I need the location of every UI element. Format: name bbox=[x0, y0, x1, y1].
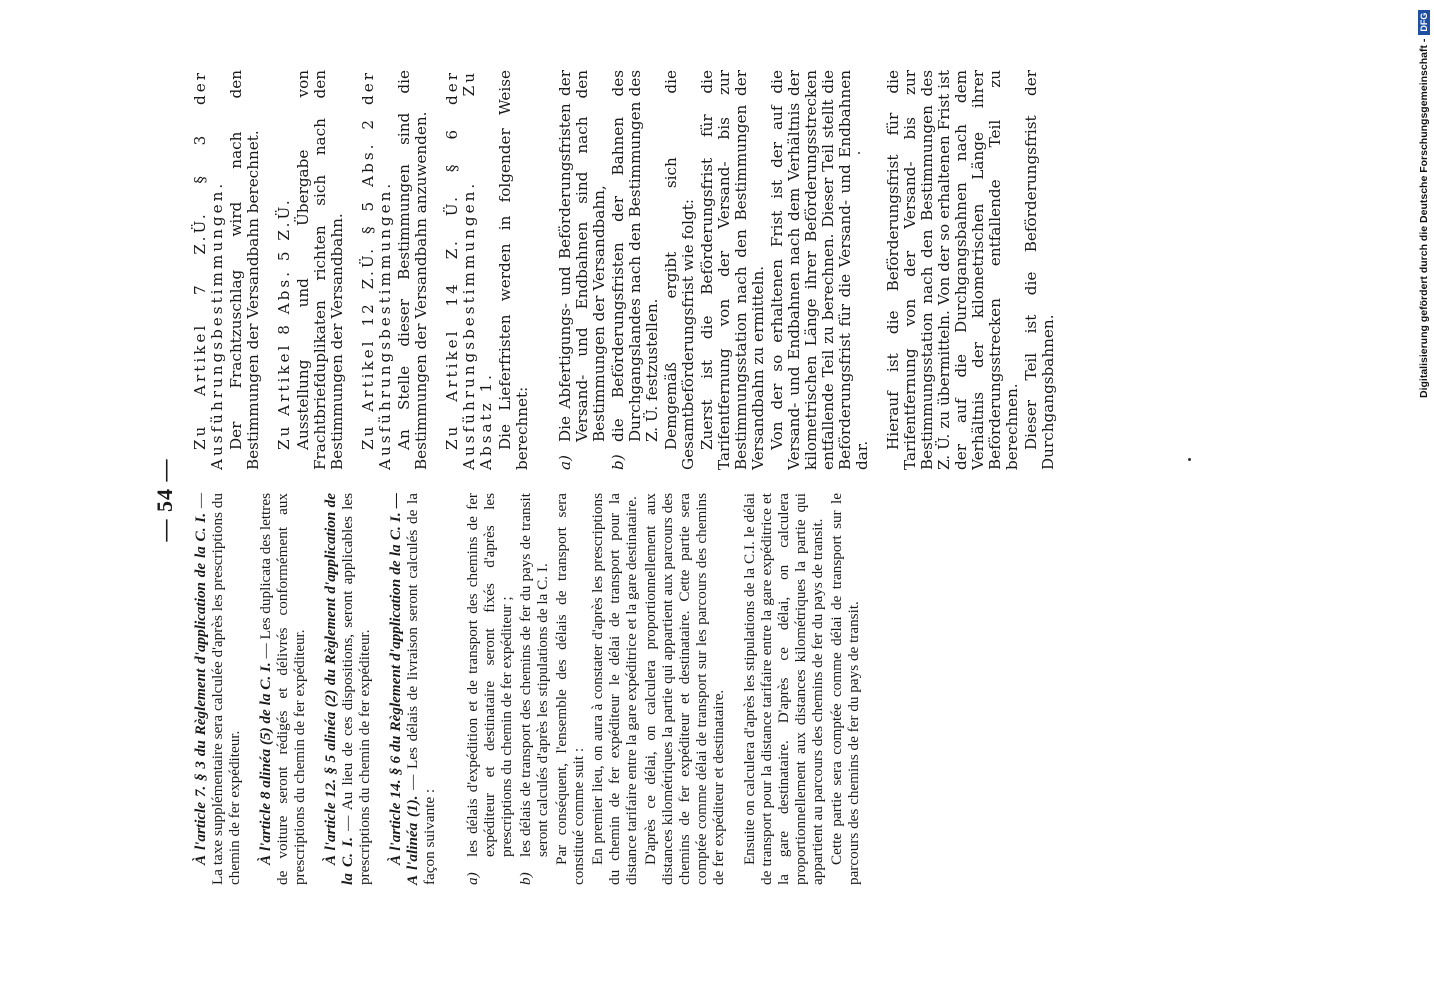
de-paragraph-7: Von der so erhaltenen Frist ist der auf die Versand- und Endbahnen nach dem Verhältnis der kilometrischen Länge ihrer Beförderungsstrecken entfallende Teil zu berechnen. Dieser Teil stellt die Beförderungsfrist für die Versand- und Endbahnen dar. bbox=[768, 70, 871, 470]
fr-list-text-b: les délais de transport des chemins de fer du pays de transit seront calculés d'après les stipulations de la C. I. bbox=[517, 493, 551, 857]
de-paragraph-article-14 bbox=[444, 70, 495, 470]
de-paragraph-8: Hierauf ist die Beförderungsfrist für die Tarifentfernung von der Versand- bis zur Bestimmungsstation nach den Bestimmungen des Z. Ü. zu übermitteln. Von der so erhaltenen Frist ist der auf die Durchgangsbahnen nach dem Verhältnis der kilometrischen Länge ihrer Beförderungsstrecken entfallende Teil zu berechnen. bbox=[884, 70, 1021, 470]
de-article-7-text: Der Frachtzuschlag wird nach den Bestimmungen der Versandbahn berechnet. bbox=[227, 70, 262, 470]
de-list-text-a: Die Abfertigungs- und Beförderungsfristen der Versand- und Endbahnen sind nach den Bestimmungen der Versandbahn, bbox=[556, 70, 608, 442]
fr-paragraph-6: En premier lieu, on aura à constater d'après les prescriptions du chemin de fer expéditeur le délai de transport pour la distance tarifaire entre la gare expéditrice et la gare destinataire. bbox=[589, 493, 640, 885]
scan-speck bbox=[858, 152, 860, 154]
fr-article-14-text: — Les délais de livraison seront calculés de la façon suivante : bbox=[404, 493, 438, 885]
fr-paragraph-5: Par conséquent, l'ensemble des délais de transport sera constitué comme suit : bbox=[553, 493, 587, 885]
de-paragraph-article-7 bbox=[192, 70, 226, 470]
fr-paragraph-article-12 bbox=[322, 493, 373, 885]
list-item bbox=[464, 493, 515, 885]
credit-text: Digitalisierung gefördert durch die Deutsche Forschungsgemeinschaft - bbox=[1418, 38, 1430, 398]
de-paragraph-article-8 bbox=[276, 70, 293, 470]
de-paragraph-9: Dieser Teil ist die Beförderungsfrist der Durchgangsbahnen. bbox=[1022, 70, 1057, 470]
de-article-14-heading: Zu Artikel 14 Z. Ü. § 6 der Ausführungsbestimmungen. Zu Absatz 1. bbox=[443, 70, 495, 470]
fr-paragraph-article-7 bbox=[192, 493, 243, 885]
de-paragraph-article-12 bbox=[360, 70, 394, 470]
de-list bbox=[557, 70, 661, 470]
list-item bbox=[557, 70, 608, 470]
fr-article-12-text: — Au lieu de ces dispositions, seront applicables les prescriptions du chemin de fer expéditeur. bbox=[339, 492, 373, 885]
de-list-text-b: die Beförderungsfristen der Bahnen des Durchgangslandes nach den Bestimmungen des Z. Ü. festzustellen. bbox=[609, 70, 661, 442]
list-item bbox=[610, 70, 661, 470]
fr-article-8-heading: À l'article 8 alinéa (5) de la C. I. bbox=[257, 662, 274, 865]
fr-paragraph-article-14 bbox=[387, 493, 438, 885]
fr-paragraph-8: Ensuite on calculera d'après les stipulations de la C.I. le délai de transport pour la distance tarifaire entre la gare expéditrice et la gare destinataire. D'après ce délai, on calculera proportionnellement aux distances kilométriques la partie qui appartient au parcours des chemins de fer du pays de transit. bbox=[741, 493, 826, 885]
de-paragraph-6: Zuerst ist die Beförderungsfrist für die Tarifentfernung von der Versand- bis zur Bestimmungsstation nach den Bestimmungen der Versandbahn zu ermitteln. bbox=[698, 70, 767, 470]
de-list-mark-a: a) bbox=[556, 455, 574, 470]
page-number: — 54 — bbox=[152, 458, 177, 542]
fr-article-14-heading: À l'article 14. § 6 du Règlement d'application de la C. I. — A l'alinéa (1). bbox=[387, 493, 421, 885]
fr-list-mark-a: a) bbox=[464, 872, 481, 885]
french-column bbox=[192, 493, 876, 885]
de-list-mark-b: b) bbox=[609, 454, 627, 470]
de-article-14-text: Die Lieferfristen werden in folgender Weise berechnet: bbox=[496, 70, 531, 470]
fr-article-12-heading: À l'article 12. § 5 alinéa (2) du Règlement d'application de la C. I. bbox=[322, 493, 356, 885]
de-article-7-heading: Zu Artikel 7 Z.Ü. § 3 der Ausführungsbestimmungen. bbox=[191, 70, 226, 470]
fr-article-8-text: — Les duplicata des lettres de voiture seront rédigés et délivrés conformément aux prescriptions du chemin de fer expéditeur. bbox=[257, 493, 308, 885]
de-paragraph-5: Demgemäß ergibt sich die Gesamtbeförderungsfrist wie folgt: bbox=[662, 70, 697, 470]
scan-speck bbox=[1188, 458, 1191, 461]
digitization-credit bbox=[1408, 0, 1434, 400]
de-article-12-text: An Stelle dieser Bestimmungen sind die Bestimmungen der Versandbahn anzuwenden. bbox=[395, 70, 430, 470]
list-item bbox=[517, 493, 551, 885]
fr-list-text-a: les délais d'expédition et de transport des chemins de fer expéditeur et destinataire seront fixés d'après les prescriptions du chemin de fer expéditeur ; bbox=[464, 493, 515, 857]
de-article-8-text: Ausstellung und Übergabe von Frachtbriefduplikaten richten sich nach den Bestimmungen der Versandbahn. bbox=[294, 70, 346, 470]
dfg-logo-icon: DFG bbox=[1418, 10, 1430, 35]
fr-article-7-heading: À l'article 7. § 3 du Règlement d'application de la C. I. bbox=[192, 512, 209, 865]
de-article-12-heading: Zu Artikel 12 Z.Ü. § 5 Abs. 2 der Ausführungsbestimmungen. bbox=[359, 70, 394, 470]
fr-paragraph-7: D'après ce délai, on calculera proportionnellement aux distances kilométriques la partie qui appartient aux parcours des chemins de fer expéditeur et destinataire. Cette partie sera comptée comme délai de transport sur les parcours des chemins de fer expéditeur et destinataire. bbox=[642, 493, 727, 885]
fr-list bbox=[464, 493, 551, 885]
credit-strip bbox=[1410, 0, 1434, 398]
de-article-8-heading: Zu Artikel 8 Abs. 5 Z.Ü. bbox=[275, 197, 293, 450]
fr-article-7-text: — La taxe supplémentaire sera calculée d'après les prescriptions du chemin de fer expéditeur. bbox=[192, 492, 243, 885]
german-column bbox=[192, 70, 1071, 470]
fr-paragraph-9: Cette partie sera comptée comme délai de transport sur le parcours des chemins de fer du pays de transit. bbox=[828, 493, 862, 885]
fr-paragraph-article-8 bbox=[257, 493, 308, 885]
fr-list-mark-b: b) bbox=[517, 872, 534, 885]
